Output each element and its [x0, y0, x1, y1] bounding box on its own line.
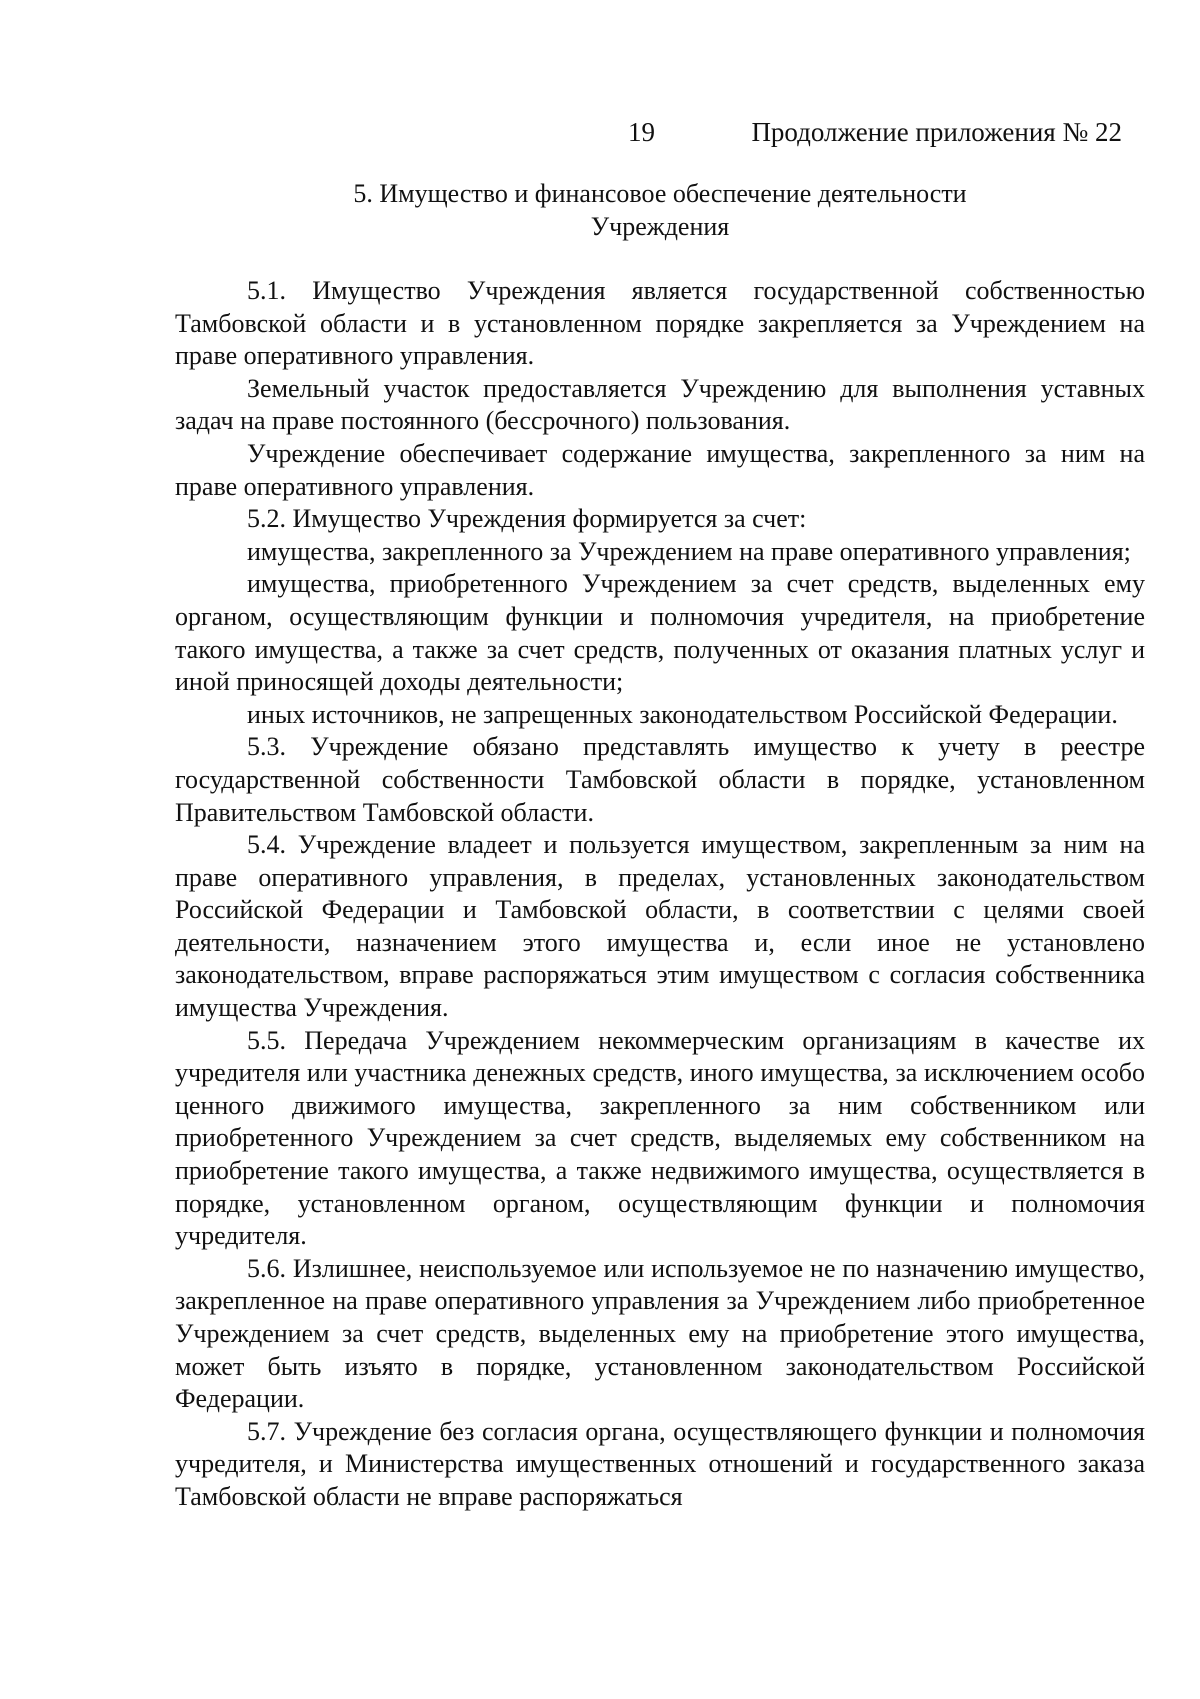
- paragraph-land-plot: Земельный участок предоставляется Учреждению для выполнения уставных задач на праве постоянного (бессрочного) пользования.: [175, 373, 1145, 436]
- paragraph-5-2: 5.2. Имущество Учреждения формируется за счет:: [247, 504, 807, 534]
- paragraph-maintenance: Учреждение обеспечивает содержание имущества, закрепленного за ним на праве оперативного управления.: [175, 438, 1145, 501]
- paragraph-5-5: 5.5. Передача Учреждением некоммерческим организациям в качестве их учредителя или участника денежных средств, иного имущества, за исключением особо ценного движимого имущества, закрепленного за ним собственником или приобретенного Учреждением за счет средств, выделяемых ему собственником на приобретение такого имущества, а также недвижимого имущества, осуществляется в порядке, установленном органом, осуществляющим функции и полномочия учредителя.: [175, 1025, 1145, 1251]
- paragraph-source-acquired: имущества, приобретенного Учреждением за счет средств, выделенных ему органом, осуществляющим функции и полномочия учредителя, на приобретение такого имущества, а также за счет средств, полученных от оказания платных услуг и иной приносящей доходы деятельности;: [175, 569, 1145, 697]
- paragraph-source-assigned: имущества, закрепленного за Учреждением на праве оперативного управления;: [247, 536, 1131, 566]
- document-body: [175, 275, 1145, 1514]
- page-number: 19: [628, 117, 655, 147]
- paragraph-5-1: 5.1. Имущество Учреждения является государственной собственностью Тамбовской области и в установленном порядке закрепляется за Учреждением на праве оперативного управления.: [175, 276, 1145, 371]
- section-title-line-2: Учреждения: [590, 212, 730, 241]
- section-title-line-1: 5. Имущество и финансовое обеспечение деятельности: [353, 179, 967, 208]
- paragraph-5-4: 5.4. Учреждение владеет и пользуется имуществом, закрепленным за ним на праве оперативного управления, в пределах, установленных законодательством Российской Федерации и Тамбовской области, в соответствии с целями своей деятельности, назначением этого имущества и, если иное не установлено законодательством, вправе распоряжаться этим имуществом с согласия собственника имущества Учреждения.: [175, 830, 1145, 1023]
- paragraph-source-other: иных источников, не запрещенных законодательством Российской Федерации.: [247, 699, 1118, 729]
- paragraph-5-7: 5.7. Учреждение без согласия органа, осуществляющего функции и полномочия учредителя, и Министерства имущественных отношений и государственного заказа Тамбовской области не вправе распоряжаться: [175, 1416, 1145, 1511]
- paragraph-5-3: 5.3. Учреждение обязано представлять имущество к учету в реестре государственной собственности Тамбовской области в порядке, установленном Правительством Тамбовской области.: [175, 732, 1145, 827]
- appendix-note: Продолжение приложения № 22: [751, 117, 1122, 147]
- section-title: [175, 177, 1145, 243]
- paragraph-5-6: 5.6. Излишнее, неиспользуемое или используемое не по назначению имущество, закрепленное на праве оперативного управления за Учреждением либо приобретенное Учреждением за счет средств, выделенных ему на приобретение этого имущества, может быть изъято в порядке, установленном законодательством Российской Федерации.: [175, 1253, 1145, 1414]
- page-header: [0, 114, 1200, 150]
